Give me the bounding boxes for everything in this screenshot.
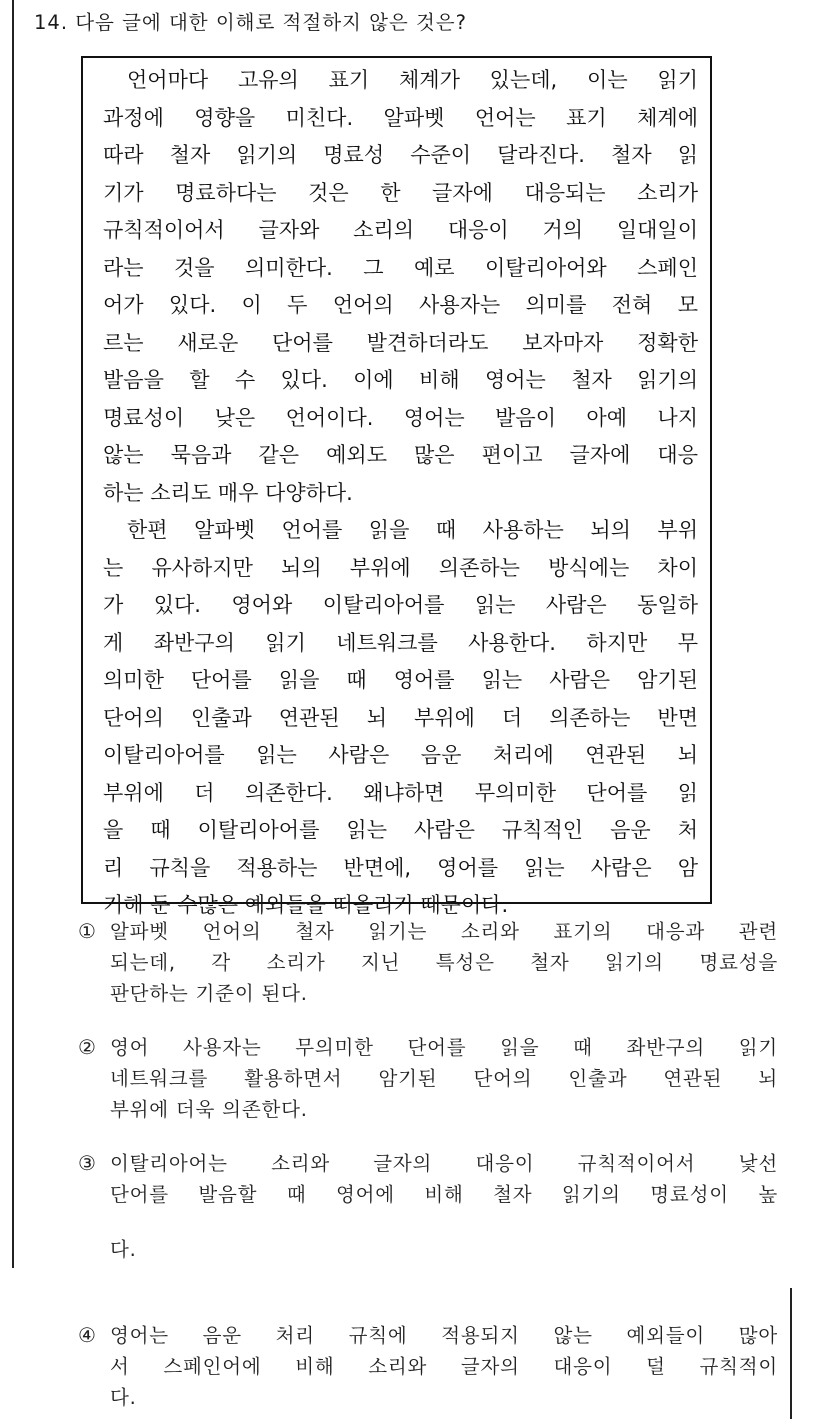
passage-line: 과정에 영향을 미친다. 알파벳 언어는 표기 체계에 — [103, 105, 698, 130]
passage-line: 언어마다 고유의 표기 체계가 있는데, 이는 읽기 — [127, 68, 698, 92]
option-number: ③ — [78, 1151, 96, 1175]
passage-line: 의미한 단어를 읽을 때 영어를 읽는 사람은 암기된 — [103, 668, 698, 692]
option-number: ① — [78, 919, 96, 943]
passage-line: 따라 철자 읽기의 명료성 수준이 달라진다. 철자 읽 — [103, 143, 698, 167]
answer-option-4[interactable] — [78, 1320, 778, 1413]
passage-line: 이탈리아어를 읽는 사람은 음운 처리에 연관된 뇌 — [103, 743, 698, 767]
passage-line: 라는 것을 의미한다. 그 예로 이탈리아어와 스페인 — [103, 255, 698, 280]
option-line: 알파벳 언어의 철자 읽기는 소리와 표기의 대응과 관련 — [110, 920, 778, 943]
passage-line: 게 좌반구의 읽기 네트워크를 사용한다. 하지만 무 — [103, 630, 698, 655]
option-line: 이탈리아어는 소리와 글자의 대응이 규칙적이어서 낯선 — [110, 1152, 778, 1175]
passage-line: 기가 명료하다는 것은 한 글자에 대응되는 소리가 — [103, 180, 698, 205]
passage-line: 는 유사하지만 뇌의 부위에 의존하는 방식에는 차이 — [103, 555, 698, 580]
passage-line: 한편 알파벳 언어를 읽을 때 사용하는 뇌의 부위 — [127, 518, 698, 542]
option-line: 되는데, 각 소리가 지닌 특성은 철자 읽기의 명료성을 — [110, 951, 778, 974]
passage-line: 리 규칙을 적용하는 반면에, 영어를 읽는 사람은 암 — [103, 855, 698, 880]
answer-option-3[interactable] — [78, 1148, 778, 1265]
passage-line: 발음을 할 수 있다. 이에 비해 영어는 철자 읽기의 — [103, 368, 698, 392]
column-rule-left — [12, 0, 14, 1268]
option-line: 판단하는 기준이 된다. — [110, 982, 308, 1005]
passage-line: 을 때 이탈리아어를 읽는 사람은 규칙적인 음운 처 — [103, 818, 698, 842]
passage-line: 규칙적이어서 글자와 소리의 대응이 거의 일대일이 — [103, 218, 698, 242]
answer-option-2[interactable] — [78, 1032, 778, 1125]
passage-line: 어가 있다. 이 두 언어의 사용자는 의미를 전혀 모 — [103, 293, 698, 317]
passage-line: 부위에 더 의존한다. 왜냐하면 무의미한 단어를 읽 — [103, 780, 698, 805]
option-line: 영어는 음운 처리 규칙에 적용되지 않는 예외들이 많아 — [110, 1324, 778, 1347]
passage-line: 단어의 인출과 연관된 뇌 부위에 더 의존하는 반면 — [103, 705, 698, 730]
option-number: ② — [78, 1035, 96, 1059]
option-number: ④ — [78, 1323, 96, 1347]
passage-box — [81, 56, 712, 917]
option-line: 부위에 더욱 의존한다. — [110, 1098, 308, 1121]
column-rule-right — [790, 1288, 792, 1419]
option-line: 네트워크를 활용하면서 암기된 단어의 인출과 연관된 뇌 — [110, 1067, 778, 1090]
passage-line: 기해 둔 수많은 예외들을 떠올리기 때문이다. — [103, 893, 509, 917]
passage-line: 하는 소리도 매우 다양하다. — [103, 480, 353, 505]
passage-line: 않는 묵음과 같은 예외도 많은 편이고 글자에 대응 — [103, 443, 698, 467]
passage-line: 가 있다. 영어와 이탈리아어를 읽는 사람은 동일하 — [103, 593, 698, 617]
option-line: 영어 사용자는 무의미한 단어를 읽을 때 좌반구의 읽기 — [110, 1036, 778, 1059]
option-line: 서 스페인어에 비해 소리와 글자의 대응이 덜 규칙적이 — [110, 1355, 778, 1378]
question-stem: 14. 다음 글에 대한 이해로 적절하지 않은 것은? — [34, 11, 467, 34]
passage-line: 명료성이 낮은 언어이다. 영어는 발음이 아예 나지 — [103, 405, 698, 430]
option-line: 단어를 발음할 때 영어에 비해 철자 읽기의 명료성이 높 — [110, 1183, 778, 1206]
answer-option-1[interactable] — [78, 916, 778, 1009]
option-line: 다. — [110, 1386, 137, 1409]
option-line: 다. — [110, 1238, 137, 1261]
passage-line: 르는 새로운 단어를 발견하더라도 보자마자 정확한 — [103, 330, 698, 355]
